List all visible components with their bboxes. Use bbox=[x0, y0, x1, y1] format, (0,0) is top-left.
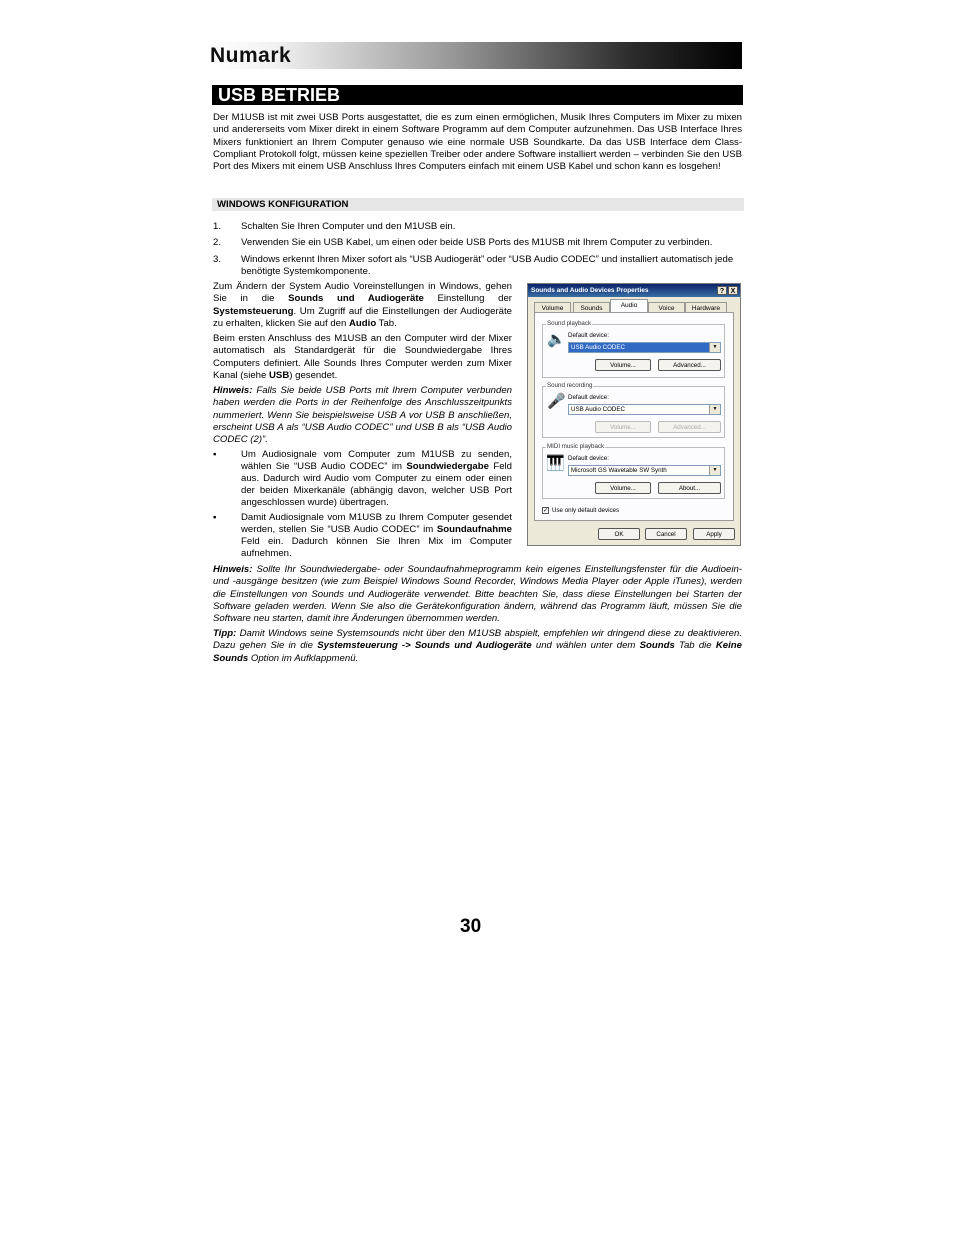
bullet-recording bbox=[213, 512, 512, 560]
paragraph-first-connect: Beim ersten Anschluss des M1USB an den Computer wird der Mixer automatisch als Standardgerät für die Soundwiedergabe Ihres Computers definiert. Alle Sounds Ihres Computer werden zum Mixer Kanal (siehe USB) gesendet. bbox=[213, 333, 512, 381]
page-number: 30 bbox=[460, 916, 482, 937]
help-button[interactable]: ? bbox=[717, 286, 727, 295]
ok-button[interactable]: OK bbox=[598, 528, 640, 540]
bullet-mark: ▪ bbox=[213, 512, 217, 523]
group-label: MIDI music playback bbox=[547, 443, 605, 450]
sound-recording-group bbox=[542, 382, 725, 438]
step-number: 2. bbox=[213, 237, 222, 248]
bullet-text: Damit Audiosignale vom M1USB zu Ihrem Computer gesendet werden, stellen Sie “USB Audio CODEC” im Soundaufnahme Feld ein. Dadurch können Sie Ihren Mix im Computer aufnehmen. bbox=[241, 512, 512, 559]
midi-about-button[interactable]: About... bbox=[658, 482, 721, 494]
midi-playback-group bbox=[542, 443, 725, 499]
default-devices-label: Use only default devices bbox=[552, 507, 620, 514]
dialog-title-text: Sounds and Audio Devices Properties bbox=[531, 287, 649, 294]
tab-audio[interactable]: Audio bbox=[610, 299, 648, 313]
dialog-title bbox=[528, 284, 740, 297]
chevron-down-icon: ▼ bbox=[709, 466, 720, 475]
playback-volume-button[interactable]: Volume... bbox=[595, 359, 651, 371]
default-devices-checkbox[interactable]: ✓ bbox=[543, 508, 549, 514]
device-label: Default device: bbox=[568, 332, 609, 339]
bullet-playback bbox=[213, 449, 512, 511]
step-text: Windows erkennt Ihren Mixer sofort als “USB Audiogerät” oder “USB Audio CODEC” und installiert automatisch jede benötigte Systemkomponente. bbox=[241, 254, 734, 277]
step-text: Schalten Sie Ihren Computer und den M1USB ein. bbox=[241, 221, 456, 232]
bullet-mark: ▪ bbox=[213, 449, 217, 460]
chevron-down-icon: ▼ bbox=[709, 343, 720, 352]
section-heading: WINDOWS KONFIGURATION bbox=[212, 198, 744, 211]
chevron-down-icon: ▼ bbox=[709, 405, 720, 414]
recording-volume-button[interactable]: Volume... bbox=[595, 421, 651, 433]
close-button[interactable]: X bbox=[728, 286, 738, 295]
midi-device-select[interactable]: Microsoft GS Wavetable SW Synth ▼ bbox=[568, 465, 721, 476]
midi-volume-button[interactable]: Volume... bbox=[595, 482, 651, 494]
note-usb-ports: Hinweis: Falls Sie beide USB Ports mit Ihrem Computer verbunden haben werden die Ports in der Reihenfolge des Anschlusszeitpunkts nummeriert. Wenn Sie beispielsweise USB A vor USB B anschließen, erscheint USB A als “USB Audio CODEC” und USB B als “USB Audio CODEC (2)”. bbox=[213, 385, 512, 446]
keyboard-icon: 🎹 bbox=[546, 455, 565, 472]
cancel-button[interactable]: Cancel bbox=[645, 528, 687, 540]
step-text: Verwenden Sie ein USB Kabel, um einen oder beide USB Ports des M1USB mit Ihrem Computer zu verbinden. bbox=[241, 237, 713, 248]
tab-hardware[interactable]: Hardware bbox=[685, 302, 727, 313]
speaker-icon: 🔈 bbox=[547, 331, 566, 348]
playback-device-select[interactable]: USB Audio CODEC ▼ bbox=[568, 342, 721, 353]
apply-button[interactable]: Apply bbox=[693, 528, 735, 540]
step-number: 3. bbox=[213, 254, 222, 265]
paragraph-sounds: Zum Ändern der System Audio Voreinstellungen in Windows, gehen Sie in die Sounds und Audiogeräte Einstellung der Systemsteuerung. Um Zugriff auf die Einstellungen der Audiogeräte zu erhalten, klicken Sie auf den Audio Tab. bbox=[213, 281, 512, 329]
step-1 bbox=[213, 221, 742, 233]
recording-advanced-button[interactable]: Advanced... bbox=[658, 421, 721, 433]
sound-playback-group bbox=[542, 320, 725, 378]
tab-voice[interactable]: Voice bbox=[648, 302, 685, 313]
intro-paragraph: Der M1USB ist mit zwei USB Ports ausgestattet, die es zum einen ermöglichen, Musik Ihres Computers im Mixer zu mixen und andererseits vom Mixer direkt in einem Software Programm auf dem Computer aufzunehmen. Das USB Interface Ihres Mixers funktioniert an Ihrem Computer genauso wie eine normale USB Soundkarte. Da das USB Interface dem Class-Compliant Protokoll folgt, müssen keine speziellen Treiber oder andere Software installiert werden – verbinden Sie den USB Port des Mixers mit einem USB Anschluss Ihres Computers einfach mit einem USB Kabel und schon kann es losgehen! bbox=[213, 112, 742, 173]
group-label: Sound playback bbox=[547, 320, 592, 327]
device-label: Default device: bbox=[568, 394, 609, 401]
group-label: Sound recording bbox=[547, 382, 593, 389]
sound-properties-dialog bbox=[527, 283, 741, 546]
tab-sounds[interactable]: Sounds bbox=[573, 302, 610, 313]
step-3 bbox=[213, 254, 742, 278]
playback-advanced-button[interactable]: Advanced... bbox=[658, 359, 721, 371]
device-label: Default device: bbox=[568, 455, 609, 462]
note-settings: Hinweis: Sollte Ihr Soundwiedergabe- oder Soundaufnahmeprogramm kein eigenes Einstellungsfenster für die Audioein- und -ausgänge besitzen (wie zum Beispiel Windows Sound Recorder, Windows Media Player oder Apple iTunes), werden die Einstellungen von Sounds und Audiogeräte verwendet. Bitte beachten Sie, dass diese Einstellungen bei Starten der Software geladen werden. Wenn Sie also die Gerätekonfiguration ändern, während das Programm läuft, müssen Sie die Software neu starten, damit ihre Änderungen übernommen werden. bbox=[213, 564, 742, 625]
audio-tab-panel bbox=[534, 312, 734, 521]
page-title: USB BETRIEB bbox=[212, 85, 743, 105]
microphone-icon: 🎤 bbox=[547, 393, 566, 410]
tip-paragraph: Tipp: Damit Windows seine Systemsounds nicht über den M1USB abspielt, empfehlen wir dringend diese zu deaktivieren. Dazu gehen Sie in die Systemsteuerung -> Sounds und Audiogeräte und wählen unter dem Sounds Tab die Keine Sounds Option im Aufklappmenü. bbox=[213, 628, 742, 664]
numark-logo: Numark bbox=[210, 44, 292, 67]
tab-volume[interactable]: Volume bbox=[534, 302, 571, 313]
step-2 bbox=[213, 237, 742, 249]
bullet-text: Um Audiosignale vom Computer zum M1USB zu senden, wählen Sie “USB Audio CODEC” im Soundwiedergabe Feld aus. Dadurch wird Audio vom Computer zu einem oder einen der beiden Mixerkanäle (abhängig davon, welcher USB Port angeschlossen wurde) übertragen. bbox=[241, 449, 512, 508]
step-number: 1. bbox=[213, 221, 222, 232]
recording-device-select[interactable]: USB Audio CODEC ▼ bbox=[568, 404, 721, 415]
